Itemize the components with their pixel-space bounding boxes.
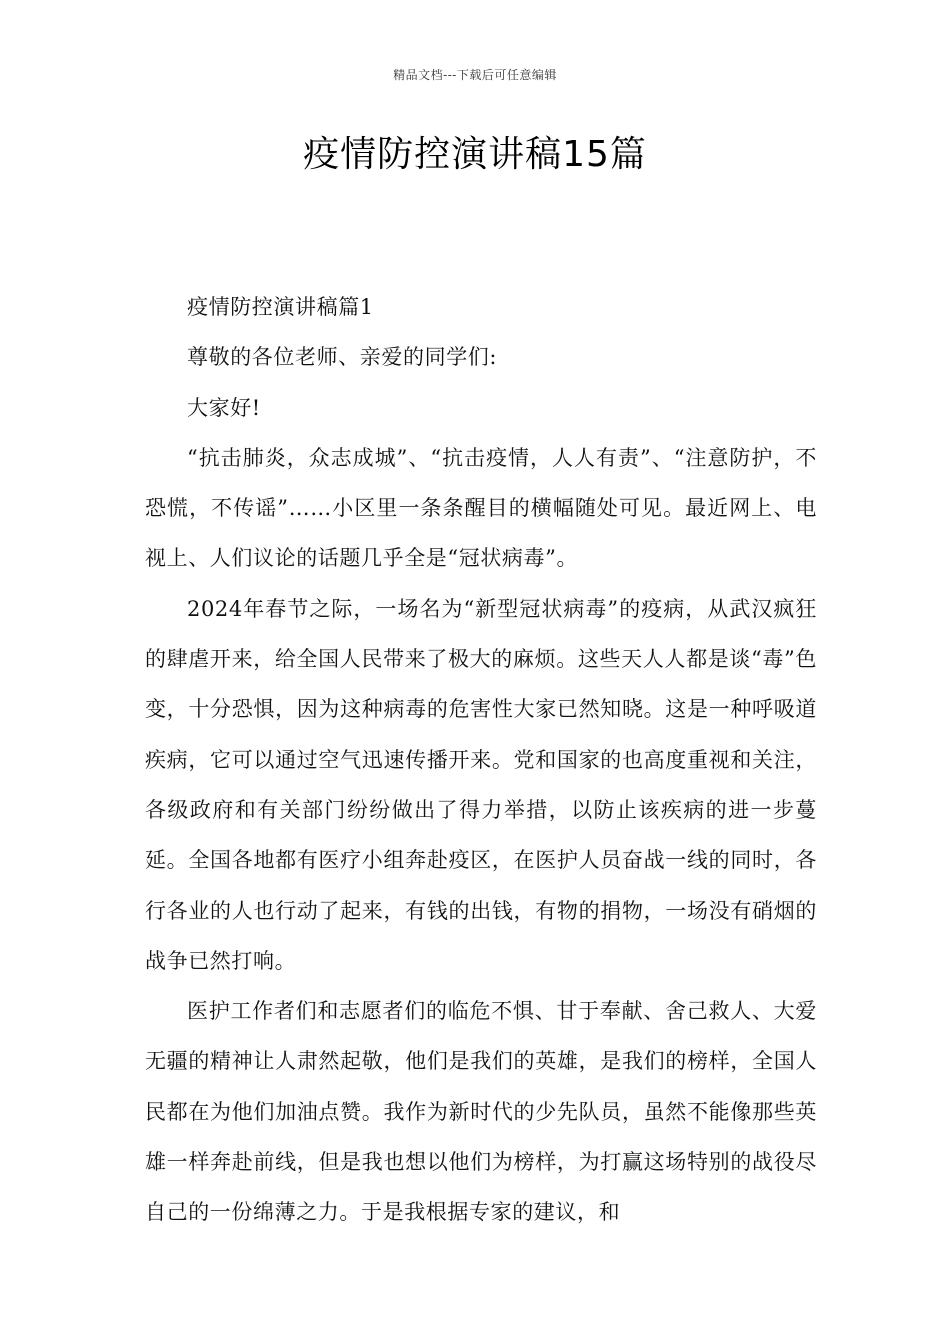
body-paragraph: “抗击肺炎，众志成城”、“抗击疫情，人人有责”、“注意防护，不恐慌，不传谣”……小区里一条条醒目的横幅随处可见。最近网上、电视上、人们议论的话题几乎全是“冠状病毒”。 [145, 445, 817, 571]
body-paragraph: 医护工作者们和志愿者们的临危不惧、甘于奉献、舍己救人、大爱无疆的精神让人肃然起敬，他们是我们的英雄，是我们的榜样，全国人民都在为他们加油点赞。我作为新时代的少先队员，虽然不能像那些英雄一样奔赴前线，但是我也想以他们为榜样，为打赢这场特别的战役尽自己的一份绵薄之力。于是我根据专家的建议，和 [145, 999, 817, 1225]
salutation: 尊敬的各位老师、亲爱的同学们: [187, 345, 498, 370]
section-heading: 疫情防控演讲稿篇1 [187, 295, 374, 319]
document-title: 疫情防控演讲稿15篇 [303, 134, 647, 175]
document-body [145, 282, 817, 1238]
greeting: 大家好! [187, 395, 261, 420]
header-note: 精品文档---下载后可任意编辑 [393, 68, 557, 82]
body-paragraph: 2024年春节之际，一场名为“新型冠状病毒”的疫病，从武汉疯狂的肆虐开来，给全国人民带来了极大的麻烦。这些天人人都是谈“毒”色变，十分恐惧，因为这种病毒的危害性大家已然知晓。这是一种呼吸道疾病，它可以通过空气迅速传播开来。党和国家的也高度重视和关注，各级政府和有关部门纷纷做出了得力举措，以防止该疾病的进一步蔓延。全国各地都有医疗小组奔赴疫区，在医护人员奋战一线的同时，各行各业的人也行动了起来，有钱的出钱，有物的捐物，一场没有硝烟的战争已然打响。 [145, 596, 817, 973]
